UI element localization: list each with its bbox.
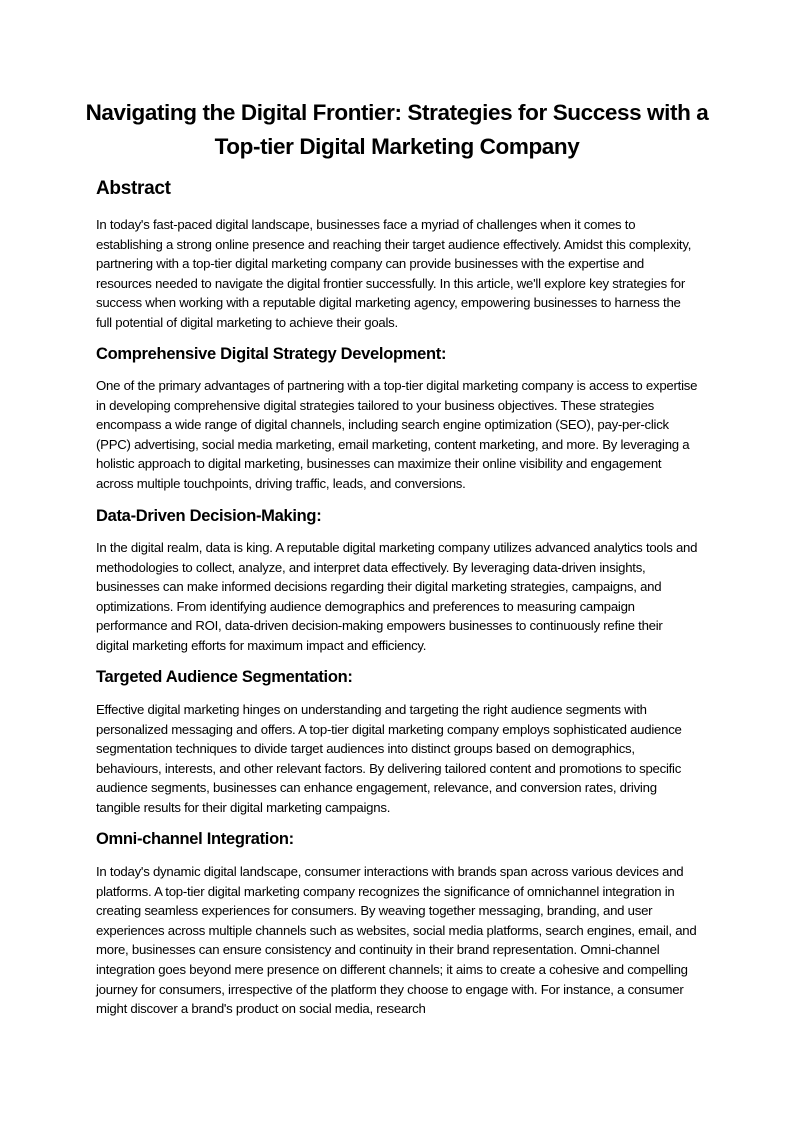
section-heading-strategy: Comprehensive Digital Strategy Development: <box>96 345 447 363</box>
section-paragraph-strategy: One of the primary advantages of partnering with a top-tier digital marketing company is access to expertise in developing comprehensive digital strategies tailored to your business objectives. These strategies encompass a wide range of digital channels, including search engine optimization (SEO), pay-per-click (PPC) advertising, social media marketing, email marketing, content marketing, and more. By leveraging a holistic approach to digital marketing, businesses can maximize their online visibility and engagement across multiple touchpoints, driving traffic, leads, and conversions. <box>96 378 698 491</box>
section-paragraph-data: In the digital realm, data is king. A reputable digital marketing company utilizes advanced analytics tools and methodologies to collect, analyze, and interpret data effectively. By leveraging data-driven insights, businesses can make informed decisions regarding their digital marketing strategies, campaigns, and optimizations. From identifying audience demographics and preferences to measuring campaign performance and ROI, data-driven decision-making empowers businesses to continuously refine their digital marketing efforts for maximum impact and efficiency. <box>96 540 698 653</box>
section-heading-omnichannel: Omni-channel Integration: <box>96 830 294 848</box>
document-title: Navigating the Digital Frontier: Strategies for Success with a Top-tier Digital Marketing Company <box>85 100 709 159</box>
section-paragraph-segmentation: Effective digital marketing hinges on understanding and targeting the right audience segments with personalized messaging and offers. A top-tier digital marketing company employs sophisticated audience segmentation techniques to divide target audiences into distinct groups based on demographics, behaviours, interests, and other relevant factors. By delivering tailored content and promotions to specific audience segments, businesses can enhance engagement, relevance, and conversion rates, driving tangible results for their digital marketing campaigns. <box>96 702 682 815</box>
section-paragraph-omnichannel: In today's dynamic digital landscape, consumer interactions with brands span across various devices and platforms. A top-tier digital marketing company recognizes the significance of omnichannel integration in creating seamless experiences for consumers. By weaving together messaging, branding, and user experiences across multiple channels such as websites, social media platforms, search engines, email, and more, businesses can ensure consistency and continuity in their brand representation. Omni-channel integration goes beyond mere presence on different channels; it aims to create a cohesive and compelling journey for consumers, irrespective of the platform they choose to engage with. For instance, a consumer might discover a brand's product on social media, research <box>96 864 697 1017</box>
abstract-heading: Abstract <box>96 178 171 199</box>
section-heading-data: Data-Driven Decision-Making: <box>96 507 322 525</box>
abstract-paragraph: In today's fast-paced digital landscape, businesses face a myriad of challenges when it comes to establishing a strong online presence and reaching their target audience effectively. Amidst this complexity, partnering with a top-tier digital marketing company can provide businesses with the expertise and resources needed to navigate the digital frontier successfully. In this article, we'll explore key strategies for success when working with a reputable digital marketing agency, empowering businesses to harness the full potential of digital marketing to achieve their goals. <box>96 217 692 330</box>
section-heading-segmentation: Targeted Audience Segmentation: <box>96 668 353 686</box>
